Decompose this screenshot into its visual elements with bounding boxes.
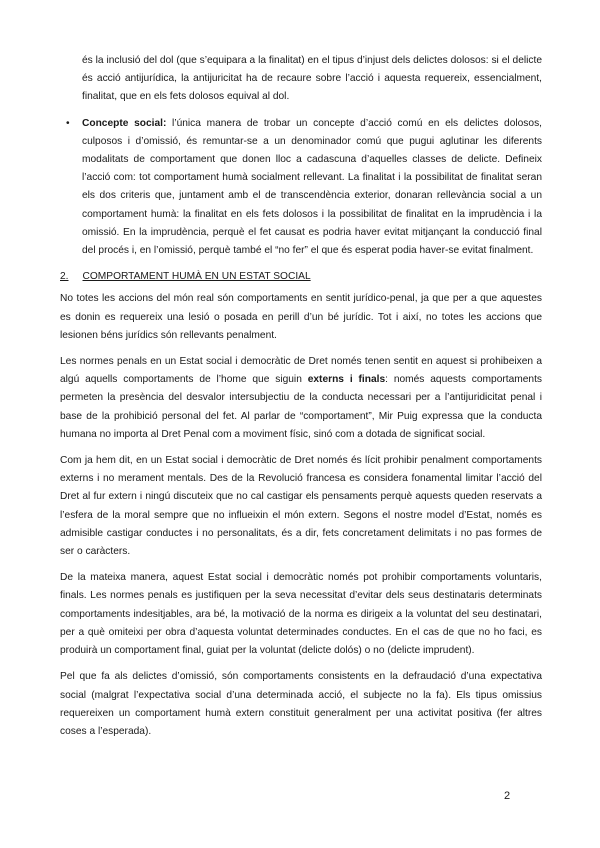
- section-heading: [60, 268, 542, 286]
- paragraph-5: Pel que fa als delictes d’omissió, són comportaments consistents en la defraudació d’una expectativa social (malgrat l’expectativa social d’una determinada acció, el subjecte no la fa). Els tipus omissius requereixen un comportament humà extern constituit generalment per una activitat positiva (fer altres coses a l’esperada).: [60, 671, 542, 737]
- section-title: COMPORTAMENT HUMÀ EN UN ESTAT SOCIAL: [82, 271, 311, 283]
- bullet-term: Concepte social:: [82, 117, 167, 129]
- paragraph-2: [60, 353, 542, 444]
- paragraph-3: Com ja hem dit, en un Estat social i democràtic de Dret només és lícit prohibir penalment comportaments externs i no merament mentals. Des de la Revolució francesa es considera fonamental limitar l’acció del Dret al fur extern i ningú discuteix que no cal castigar els pensaments perquè aquests queden reservats a l’esfera de la moral sempre que no influeixin el món extern. Segons el nostre model d’Estat, només es admisible castigar conductes i no personalitats, és a dir, fets concretament delimitats i no pas formes de ser o caràcters.: [60, 455, 542, 558]
- paragraph-1: No totes les accions del món real són comportaments en sentit jurídico-penal, ja que per a que aquestes es donin es requereix una lesió o posada en perill d’un bé jurídic. Tot i així, no totes les accions que lesionen béns jurídics són rellevants penalment.: [60, 293, 542, 341]
- paragraph-2-bold: externs i finals: [307, 374, 386, 386]
- paragraph-2-end: : només aquests comportaments permeten la presència del desvalor intersubjectiu de la conducta necessari per a l’antijuridicitat penal i base de la prohibició personal del fet. Al parlar de “comportament”, Mir Puig expressa que la conducta humana no importa al Dret Penal com a moviment físic, sinó com a dotada de significat social.: [60, 374, 542, 440]
- bullet-item-social-concept: [60, 115, 542, 261]
- continuation-paragraph: és la inclusió del dol (que s’equipara a la finalitat) en el tipus d’injust dels delictes dolosos: si el delicte és acció antijurídica, la antijuricitat ha de recaure sobre l’acció i aquesta requereix, essencialment, finalitat, que en els fets dolosos equival al dol.: [82, 55, 542, 103]
- bullet-text: l’única manera de trobar un concepte d’acció comú en els delictes dolosos, culposos i d’omissió, és remuntar-se a un denominador comú que pugui aglutinar les diferents modalitats de comportament que donen lloc a cadascuna d’aquelles classes de delicte. Defineix l’acció com: tot comportament humà socialment rellevant. La finalitat i la possibilitat de finalitat seran els dos criteris que, juntament amb el de transcendència exterior, donaran rellevància social a un comportament humà: la finalitat en els fets dolosos i la possibilitat de finalitat en la imprudència i la omissió. En la imprudència, perquè el fet causat es podria haver evitat mitjançant la conducció final del procés i, en l’omissió, perquè també el “no fer” el que és esperat podia haver-se evitat finalment.: [82, 117, 542, 257]
- paragraph-4: De la mateixa manera, aquest Estat social i democràtic només pot prohibir comportaments voluntaris, finals. Les normes penals es justifiquen per la seva necessitat d’evitar dels seus destinataris determinats comportaments indesitjables, ara bé, la motivació de la norma es dirigeix a la voluntat del seu destinatari, per a què omiteixi per obra d’aquesta voluntat determinades conductes. En el cas de que no ho faci, es produirà un comportament final, guiat per la voluntat (delicte dolós) o no (delicte imprudent).: [60, 572, 542, 657]
- section-number: 2.: [60, 271, 69, 283]
- document-page: [60, 52, 542, 749]
- bullet-icon: •: [66, 117, 70, 129]
- page-number: 2: [504, 790, 511, 802]
- paragraph-2-start: Les normes penals en un Estat social i democràtic de Dret només tenen sentit en aquest si prohibeixen a algú aquells comportaments de l’home que siguin: [60, 356, 542, 386]
